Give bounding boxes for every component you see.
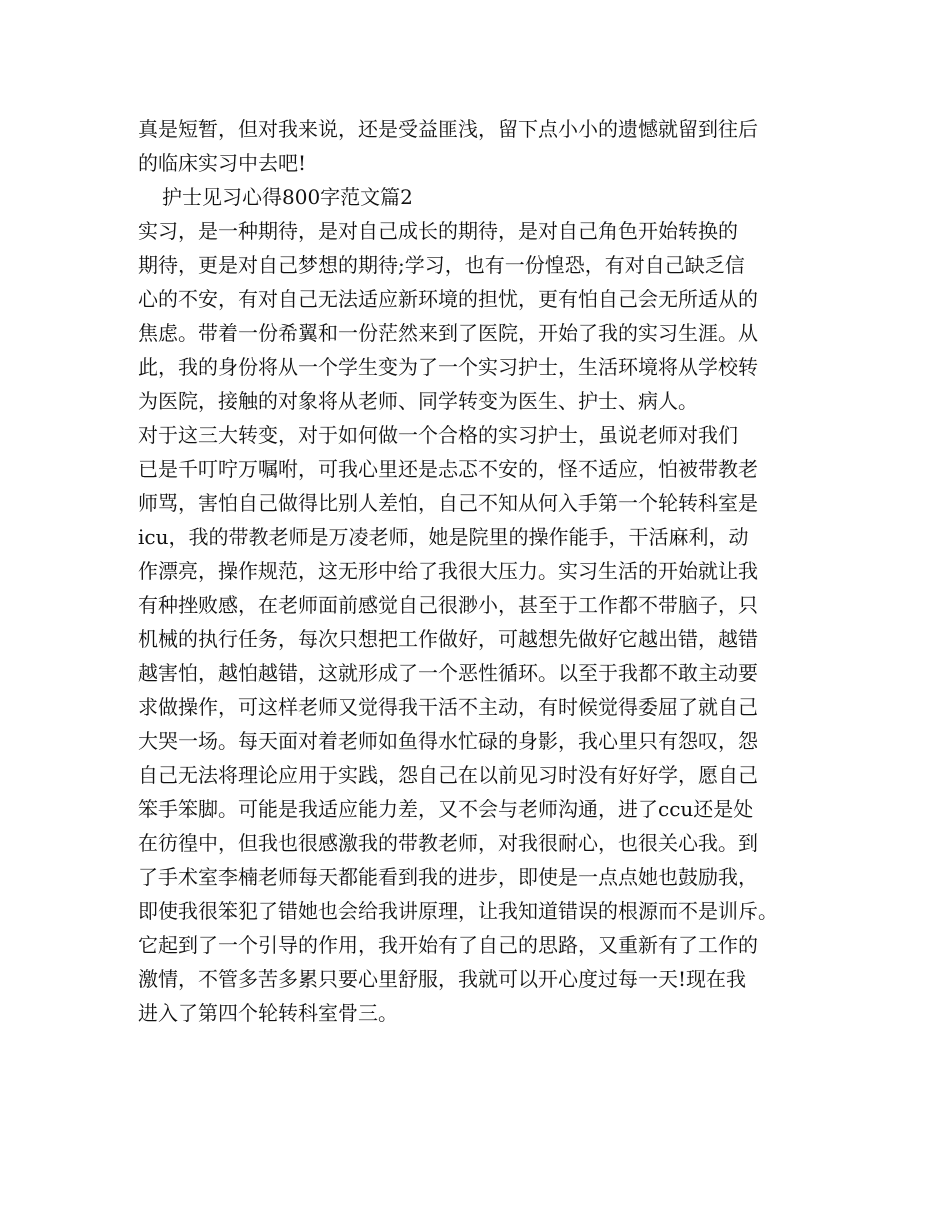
text-line: 对于这三大转变，对于如何做一个合格的实习护士，虽说老师对我们 [138,423,738,447]
text-line: 作漂亮，操作规范，这无形中给了我很大压力。实习生活的开始就让我 [138,559,758,583]
document-page [138,112,828,1030]
text-line: 的临床实习中去吧! [138,151,307,175]
text-line: 焦虑。带着一份希翼和一份茫然来到了医院，开始了我的实习生涯。从 [138,321,758,345]
text-line: 自己无法将理论应用于实践，怨自己在以前见习时没有好好学，愿自己 [138,763,758,787]
text-line: 师骂，害怕自己做得比别人差怕，自己不知从何入手第一个轮转科室是 [138,491,758,515]
text-line: 笨手笨脚。可能是我适应能力差，又不会与老师沟通，进了ccu还是处 [138,797,754,821]
text-line: 有种挫败感，在老师面前感觉自己很渺小，甚至于工作都不带脑子，只 [138,593,758,617]
text-line: 了手术室李楠老师每天都能看到我的进步，即使是一点点她也鼓励我， [138,865,758,889]
text-line: 期待，更是对自己梦想的期待;学习，也有一份惶恐，有对自己缺乏信 [138,253,745,277]
text-line: 真是短暂，但对我来说，还是受益匪浅，留下点小小的遗憾就留到往后 [138,117,758,141]
paragraph-1 [138,214,828,418]
text-line: icu，我的带教老师是万凌老师，她是院里的操作能手，干活麻利，动 [138,525,749,549]
text-line: 进入了第四个轮转科室骨三。 [138,1001,398,1025]
text-line: 激情，不管多苦多累只要心里舒服，我就可以开心度过每一天!现在我 [138,967,747,991]
text-line: 为医院，接触的对象将从老师、同学转变为医生、护士、病人。 [138,389,698,413]
text-line: 它起到了一个引导的作用，我开始有了自己的思路，又重新有了工作的 [138,933,758,957]
text-line: 此，我的身份将从一个学生变为了一个实习护士，生活环境将从学校转 [138,355,758,379]
text-line: 在彷徨中，但我也很感激我的带教老师，对我很耐心，也很关心我。到 [138,831,758,855]
text-line: 求做操作，可这样老师又觉得我干活不主动，有时候觉得委屈了就自己 [138,695,758,719]
text-line: 实习，是一种期待，是对自己成长的期待，是对自己角色开始转换的 [138,219,738,243]
paragraph-2 [138,418,828,1030]
text-line: 即使我很笨犯了错她也会给我讲原理，让我知道错误的根源而不是训斥。 [138,899,778,923]
intro-paragraph [138,112,828,180]
section-heading: 护士见习心得800字范文篇2 [162,185,413,209]
text-line: 大哭一场。每天面对着老师如鱼得水忙碌的身影，我心里只有怨叹，怨 [138,729,758,753]
text-line: 心的不安，有对自己无法适应新环境的担忧，更有怕自己会无所适从的 [138,287,758,311]
text-line: 机械的执行任务，每次只想把工作做好，可越想先做好它越出错，越错 [138,627,758,651]
text-line: 已是千叮咛万嘱咐，可我心里还是忐忑不安的，怪不适应，怕被带教老 [138,457,758,481]
text-line: 越害怕，越怕越错，这就形成了一个恶性循环。以至于我都不敢主动要 [138,661,758,685]
